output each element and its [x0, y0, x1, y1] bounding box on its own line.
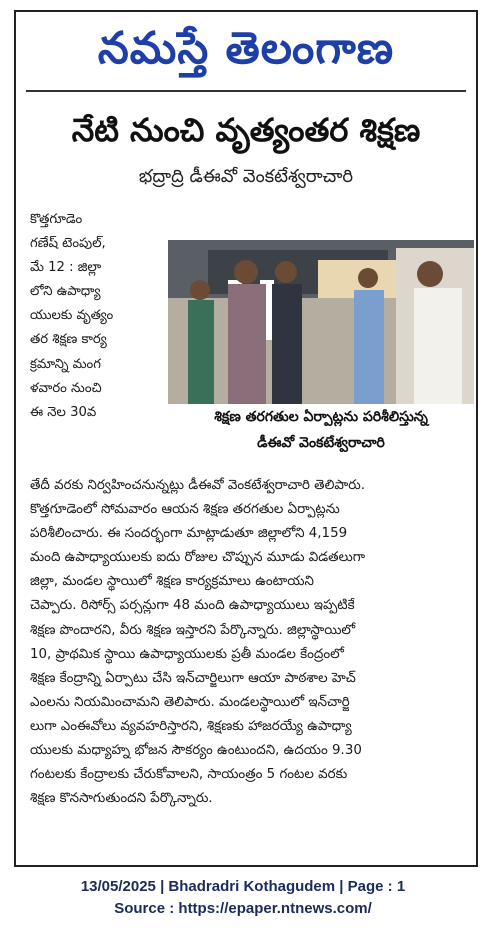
caption-line: డీఈవో వెంకటేశ్వరాచారి: [257, 435, 385, 451]
body-line: లోని ఉపాధ్యా: [30, 284, 101, 300]
page-footer: [0, 876, 486, 920]
article-body: [30, 474, 470, 811]
article-headline: నేటి నుంచి వృత్యంతర శిక్షణ: [71, 111, 421, 149]
source-link[interactable]: Source : https://epaper.ntnews.com/: [114, 900, 372, 917]
newspaper-masthead: నమస్తే తెలంగాణ: [97, 23, 395, 74]
body-line: గణేష్ టెంపుల్,: [30, 236, 106, 252]
body-line: తర శిక్షణ కార్య: [30, 332, 107, 348]
article-subheadline: భద్రాద్రి డీఈవో వెంకటేశ్వరాచారి: [138, 166, 354, 187]
body-line: కొత్తగూడెం: [30, 212, 83, 227]
body-line: ళవారం నుంచి: [30, 380, 102, 396]
body-line: శిక్షణ కొనసాగుతుందని పేర్కొన్నారు.: [30, 791, 213, 807]
body-line: గంటలకు కేంద్రాలకు చేరుకోవాలని, సాయంత్రం 5 గంటల వరకు: [30, 767, 348, 783]
body-line: జిల్లా, మండల స్థాయిలో శిక్షణ కార్యక్రమాలు ఉంటాయని: [30, 574, 314, 590]
article-body-narrow: [30, 208, 162, 425]
body-line: శిక్షణ పొందారని, వీరు శిక్షణ ఇస్తారని పేర్కొన్నారు. జిల్లాస్థాయిలో: [30, 622, 356, 638]
body-line: కొత్తగూడెంలో సోమవారం ఆయన శిక్షణ తరగతుల ఏర్పాట్లను: [30, 502, 340, 518]
body-line: ఈ నెల 30వ: [30, 404, 97, 420]
body-line: ఎంలను నియమించామని తెలిపారు. మండలస్థాయిలో ఇన్‌చార్జి: [30, 694, 350, 710]
body-line: క్రమాన్ని మంగ: [30, 356, 101, 372]
body-line: చెప్పారు. రిసోర్స్ పర్సన్లుగా 48 మంది ఉపాధ్యాయులు ఇప్పటికే: [30, 598, 355, 614]
article-photo: [168, 240, 474, 404]
edition-info: 13/05/2025 | Bhadradri Kothagudem | Page : 1: [80, 878, 406, 895]
news-clipping: [14, 10, 478, 867]
body-line: యులకు వృత్యం: [30, 308, 114, 324]
caption-line: శిక్షణ తరగతుల ఏర్పాట్లను పరిశీలిస్తున్న: [214, 409, 428, 425]
body-line: తేదీ వరకు నిర్వహించనున్నట్లు డీఈవో వెంకటేశ్వరాచారి తెలిపారు.: [30, 478, 366, 493]
body-line: యులకు మధ్యాహ్న భోజన సౌకర్యం ఉంటుందని, ఉదయం 9.30: [30, 743, 362, 759]
body-line: పరిశీలించారు. ఈ సందర్భంగా మాట్లాడుతూ జిల్లాలోని 4,159: [30, 526, 348, 542]
masthead-divider: [26, 90, 466, 92]
photo-caption: [168, 404, 474, 456]
body-line: లుగా ఎంఈవోలు వ్యవహరిస్తారని, శిక్షణకు హాజరయ్యే ఉపాధ్యా: [30, 718, 352, 734]
body-line: శిక్షణ కేంద్రాన్ని ఏర్పాటు చేసి ఇన్‌చార్జిలుగా ఆయా పాఠశాల హెచ్: [30, 670, 356, 686]
body-line: 10, ప్రాథమిక స్థాయి ఉపాధ్యాయులకు ప్రతీ మండల కేంద్రంలో: [30, 646, 344, 662]
body-line: మే 12 : జిల్లా: [30, 260, 102, 276]
body-line: మంది ఉపాధ్యాయులకు ఐదు రోజుల చొప్పున మూడు విడతలుగా: [30, 550, 366, 566]
